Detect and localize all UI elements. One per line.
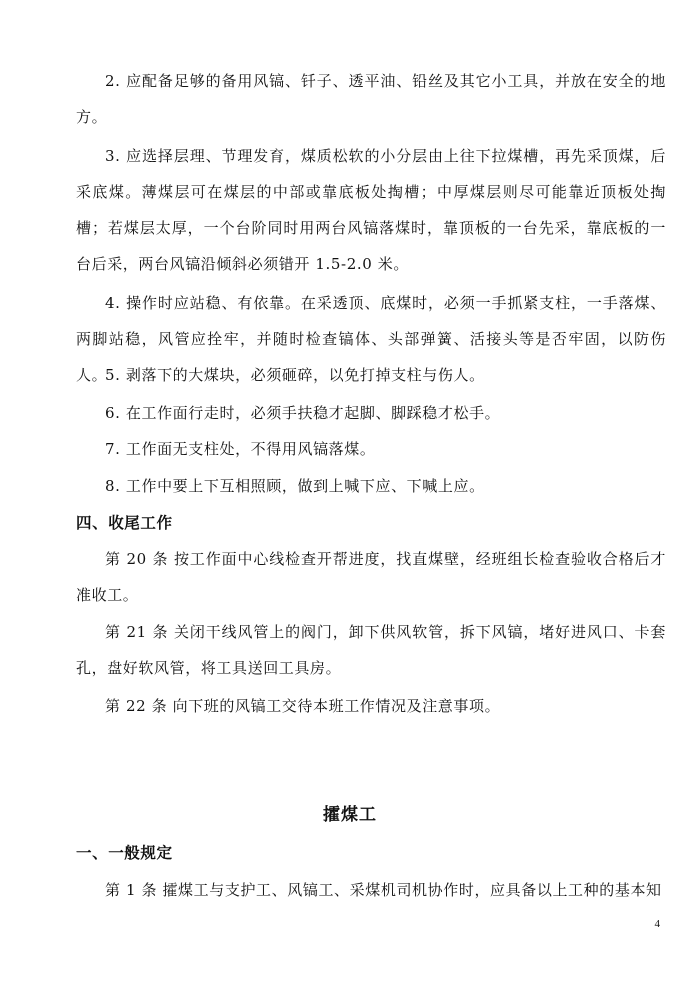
paragraph-item-6: 6. 在工作面行走时，必须手扶稳才起脚、脚踩稳才松手。 xyxy=(105,404,501,422)
article-20: 第 20 条 按工作面中心线检查开帮进度，找直煤壁，经班组长检查验收合格后才准收工。 xyxy=(76,550,666,604)
article-21: 第 21 条 关闭干线风管上的阀门，卸下供风软管，拆下风镐，堵好进风口、卡套孔，盘好软风管，将工具送回工具房。 xyxy=(76,623,666,677)
paragraph-item-7: 7. 工作面无支柱处，不得用风镐落煤。 xyxy=(105,440,376,458)
paragraph-item-4: 4. 操作时应站稳、有依靠。在采透顶、底煤时，必须一手抓紧支柱，一手落煤、两脚站稳，风管应拴牢，并随时检查镐体、头部弹簧、活接头等是否牢固，以防伤人。 xyxy=(76,294,666,384)
paragraph-item-8: 8. 工作中要上下互相照顾，做到上喊下应、下喊上应。 xyxy=(105,477,485,495)
chapter-title: 攉煤工 xyxy=(323,805,377,825)
page-number: 4 xyxy=(654,918,660,930)
paragraph-item-5: 5. 剥落下的大煤块，必须砸碎，以免打掉支柱与伤人。 xyxy=(105,366,485,384)
article-22: 第 22 条 向下班的风镐工交待本班工作情况及注意事项。 xyxy=(105,697,501,715)
section-heading-closing-work: 四、收尾工作 xyxy=(76,513,173,532)
section-heading-general-rules: 一、一般规定 xyxy=(76,843,173,862)
paragraph-item-2: 2. 应配备足够的备用风镐、钎子、透平油、铅丝及其它小工具，并放在安全的地方。 xyxy=(76,72,666,126)
paragraph-item-3: 3. 应选择层理、节理发育，煤质松软的小分层由上往下拉煤槽，再先采顶煤，后采底煤。薄煤层可在煤层的中部或靠底板处掏槽；中厚煤层则尽可能靠近顶板处掏槽；若煤层太厚，一个台阶同时用两台风镐落煤时，靠顶板的一台先采，靠底板的一台后采，两台风镐沿倾斜必须错开 1.5-2.0 米。 xyxy=(76,147,666,273)
article-1: 第 1 条 攉煤工与支护工、风镐工、采煤机司机协作时，应具备以上工种的基本知 xyxy=(105,881,662,899)
